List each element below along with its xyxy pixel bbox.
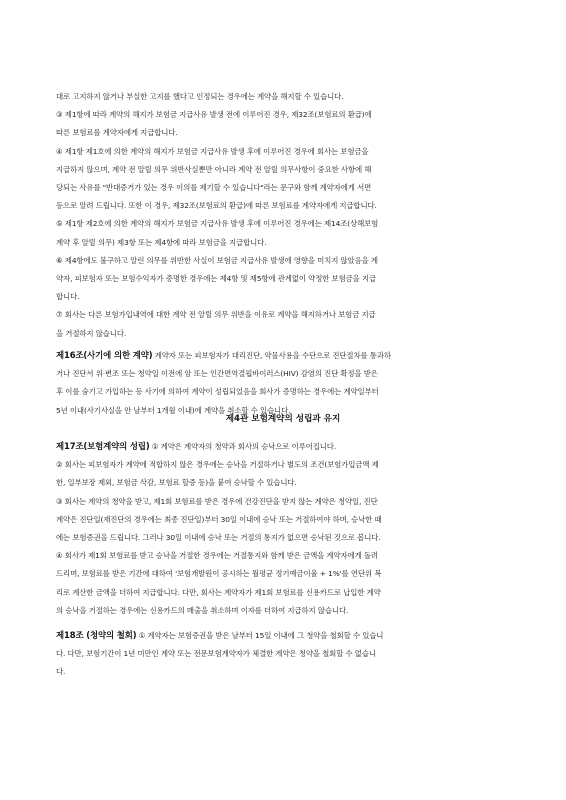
article-18 — [56, 626, 514, 682]
body-line: ① 계약자는 보험증권을 받은 날부터 15일 이내에 그 청약을 철회할 수 있습니 — [136, 631, 384, 640]
body-line: 따른 보험료를 계약자에게 지급합니다. — [56, 128, 178, 138]
body-line: ① 계약은 계약자의 청약과 회사의 승낙으로 이루어집니다. — [149, 442, 337, 451]
body-line: 다. 다만, 보험기간이 1년 미만인 계약 또는 전문보험계약자가 체결한 계약은 청약을 철회할 수 없습니 — [56, 649, 376, 659]
body-line: 당되는 사유를 "반대증거가 있는 경우 이의를 제기할 수 있습니다"라는 문구와 함께 계약자에게 서면 — [56, 183, 372, 193]
body-line: 계약 후 알릴 의무) 제3항 또는 제4항에 따라 보험금을 지급합니다. — [56, 237, 267, 247]
body-line: 약자, 피보험자 또는 보험수익자가 증명한 경우에는 제4항 및 제5항에 관계없이 약정한 보험금을 지급 — [56, 274, 377, 284]
body-line: 에는 보험증권을 드립니다. 그러나 30일 이내에 승낙 또는 거절의 통지가 없으면 승낙된 것으로 봅니다. — [56, 533, 381, 543]
body-line: 5년 이내(사기사실을 안 날부터 1개월 이내)에 계약을 취소할 수 있습니다. — [56, 405, 291, 415]
body-line: 지급하지 않으며, 계약 전 알릴 의무 위반사실뿐만 아니라 계약 전 알릴 의무사항이 중요한 사항에 해 — [56, 164, 372, 174]
body-line: 후 이를 숨기고 가입하는 등 사기에 의하여 계약이 성립되었음을 회사가 증명하는 경우에는 계약일부터 — [56, 387, 379, 397]
article-16-title: 제16조(사기에 의한 계약) — [56, 350, 153, 360]
body-line: ③ 제1항에 따라 계약의 해지가 보험금 지급사유 발생 전에 이루어진 경우, 제32조(보험료의 환급)에 — [56, 110, 372, 120]
body-line: ④ 제1항 제1호에 의한 계약의 해지가 보험금 지급사유 발생 후에 이루어진 경우에 회사는 보험금을 — [56, 146, 369, 156]
article-17-title: 제17조(보험계약의 성립) — [56, 441, 150, 451]
body-line: 계약은 진단일(재진단의 경우에는 최종 진단일)부터 30일 이내에 승낙 또는 거절하여야 하며, 승낙한 때 — [56, 514, 382, 524]
body-line: 계약자 또는 피보험자가 대리진단, 약물사용을 수단으로 진단절차를 통과하 — [152, 351, 391, 360]
article-18-first-line — [56, 626, 514, 645]
body-line: ⑦ 회사는 다른 보험가입내역에 대한 계약 전 알릴 의무 위반을 이유로 계약을 해지하거나 보험금 지급 — [56, 310, 376, 320]
body-line: 거나 진단서 위·변조 또는 청약일 이전에 암 또는 인간면역결핍바이러스(HIV) 감염의 진단 확정을 받은 — [56, 369, 378, 379]
article-16 — [56, 346, 514, 420]
body-line: 리로 계산한 금액을 더하여 지급합니다. 다만, 회사는 계약자가 제1회 보험료를 신용카드로 납입한 계약 — [56, 587, 381, 597]
article-17-first-line — [56, 437, 514, 456]
article-18-title: 제18조 (청약의 철회) — [56, 630, 137, 640]
body-line: ⑥ 제4항에도 불구하고 알린 의무를 위반한 사실이 보험금 지급사유 발생에 영향을 미치지 않았음을 계 — [56, 255, 378, 265]
chapter-4-heading: 제4관 보험계약의 성립과 유지 — [225, 414, 341, 424]
body-line: ④ 회사가 제1회 보험료를 받고 승낙을 거절한 경우에는 거절통지와 함께 받은 금액을 계약자에게 돌려 — [56, 551, 378, 561]
article-15-continuation — [56, 88, 514, 343]
article-17 — [56, 437, 514, 620]
body-line: ② 회사는 피보험자가 계약에 적합하지 않은 경우에는 승낙을 거절하거나 별도의 조건(보험가입금액 제 — [56, 460, 379, 470]
body-line: 등으로 알려 드립니다. 또한 이 경우, 제32조(보험료의 환급)에 따른 보험료를 계약자에게 지급합니다. — [56, 201, 377, 211]
article-16-first-line — [56, 346, 514, 365]
body-line: 드리며, 보험료를 받은 기간에 대하여 '보험개발원이 공시하는 월평균 정기예금이율 + 1%'를 연단위 복 — [56, 569, 382, 579]
body-line: 을 거절하지 않습니다. — [56, 328, 127, 338]
body-line: 한, 일부보장 제외, 보험금 삭감, 보험료 할증 등)을 붙여 승낙할 수 있습니다. — [56, 478, 297, 488]
body-line: ⑤ 제1항 제2호에 의한 계약의 해지가 보험금 지급사유 발생 후에 이루어진 경우에는 제14조(상해보험 — [56, 219, 379, 229]
body-line: 의 승낙을 거절하는 경우에는 신용카드의 매출을 취소하며 이자를 더하여 지급하지 않습니다. — [56, 605, 349, 615]
body-line: ③ 회사는 계약의 청약을 받고, 제1회 보험료를 받은 경우에 건강진단을 받지 않는 계약은 청약일, 진단 — [56, 496, 378, 506]
body-line: 합니다. — [56, 292, 80, 302]
body-line: 다. — [56, 667, 66, 677]
body-line: 대로 고지하지 않거나 부실한 고지를 했다고 인정되는 경우에는 계약을 해지할 수 있습니다. — [56, 92, 344, 101]
